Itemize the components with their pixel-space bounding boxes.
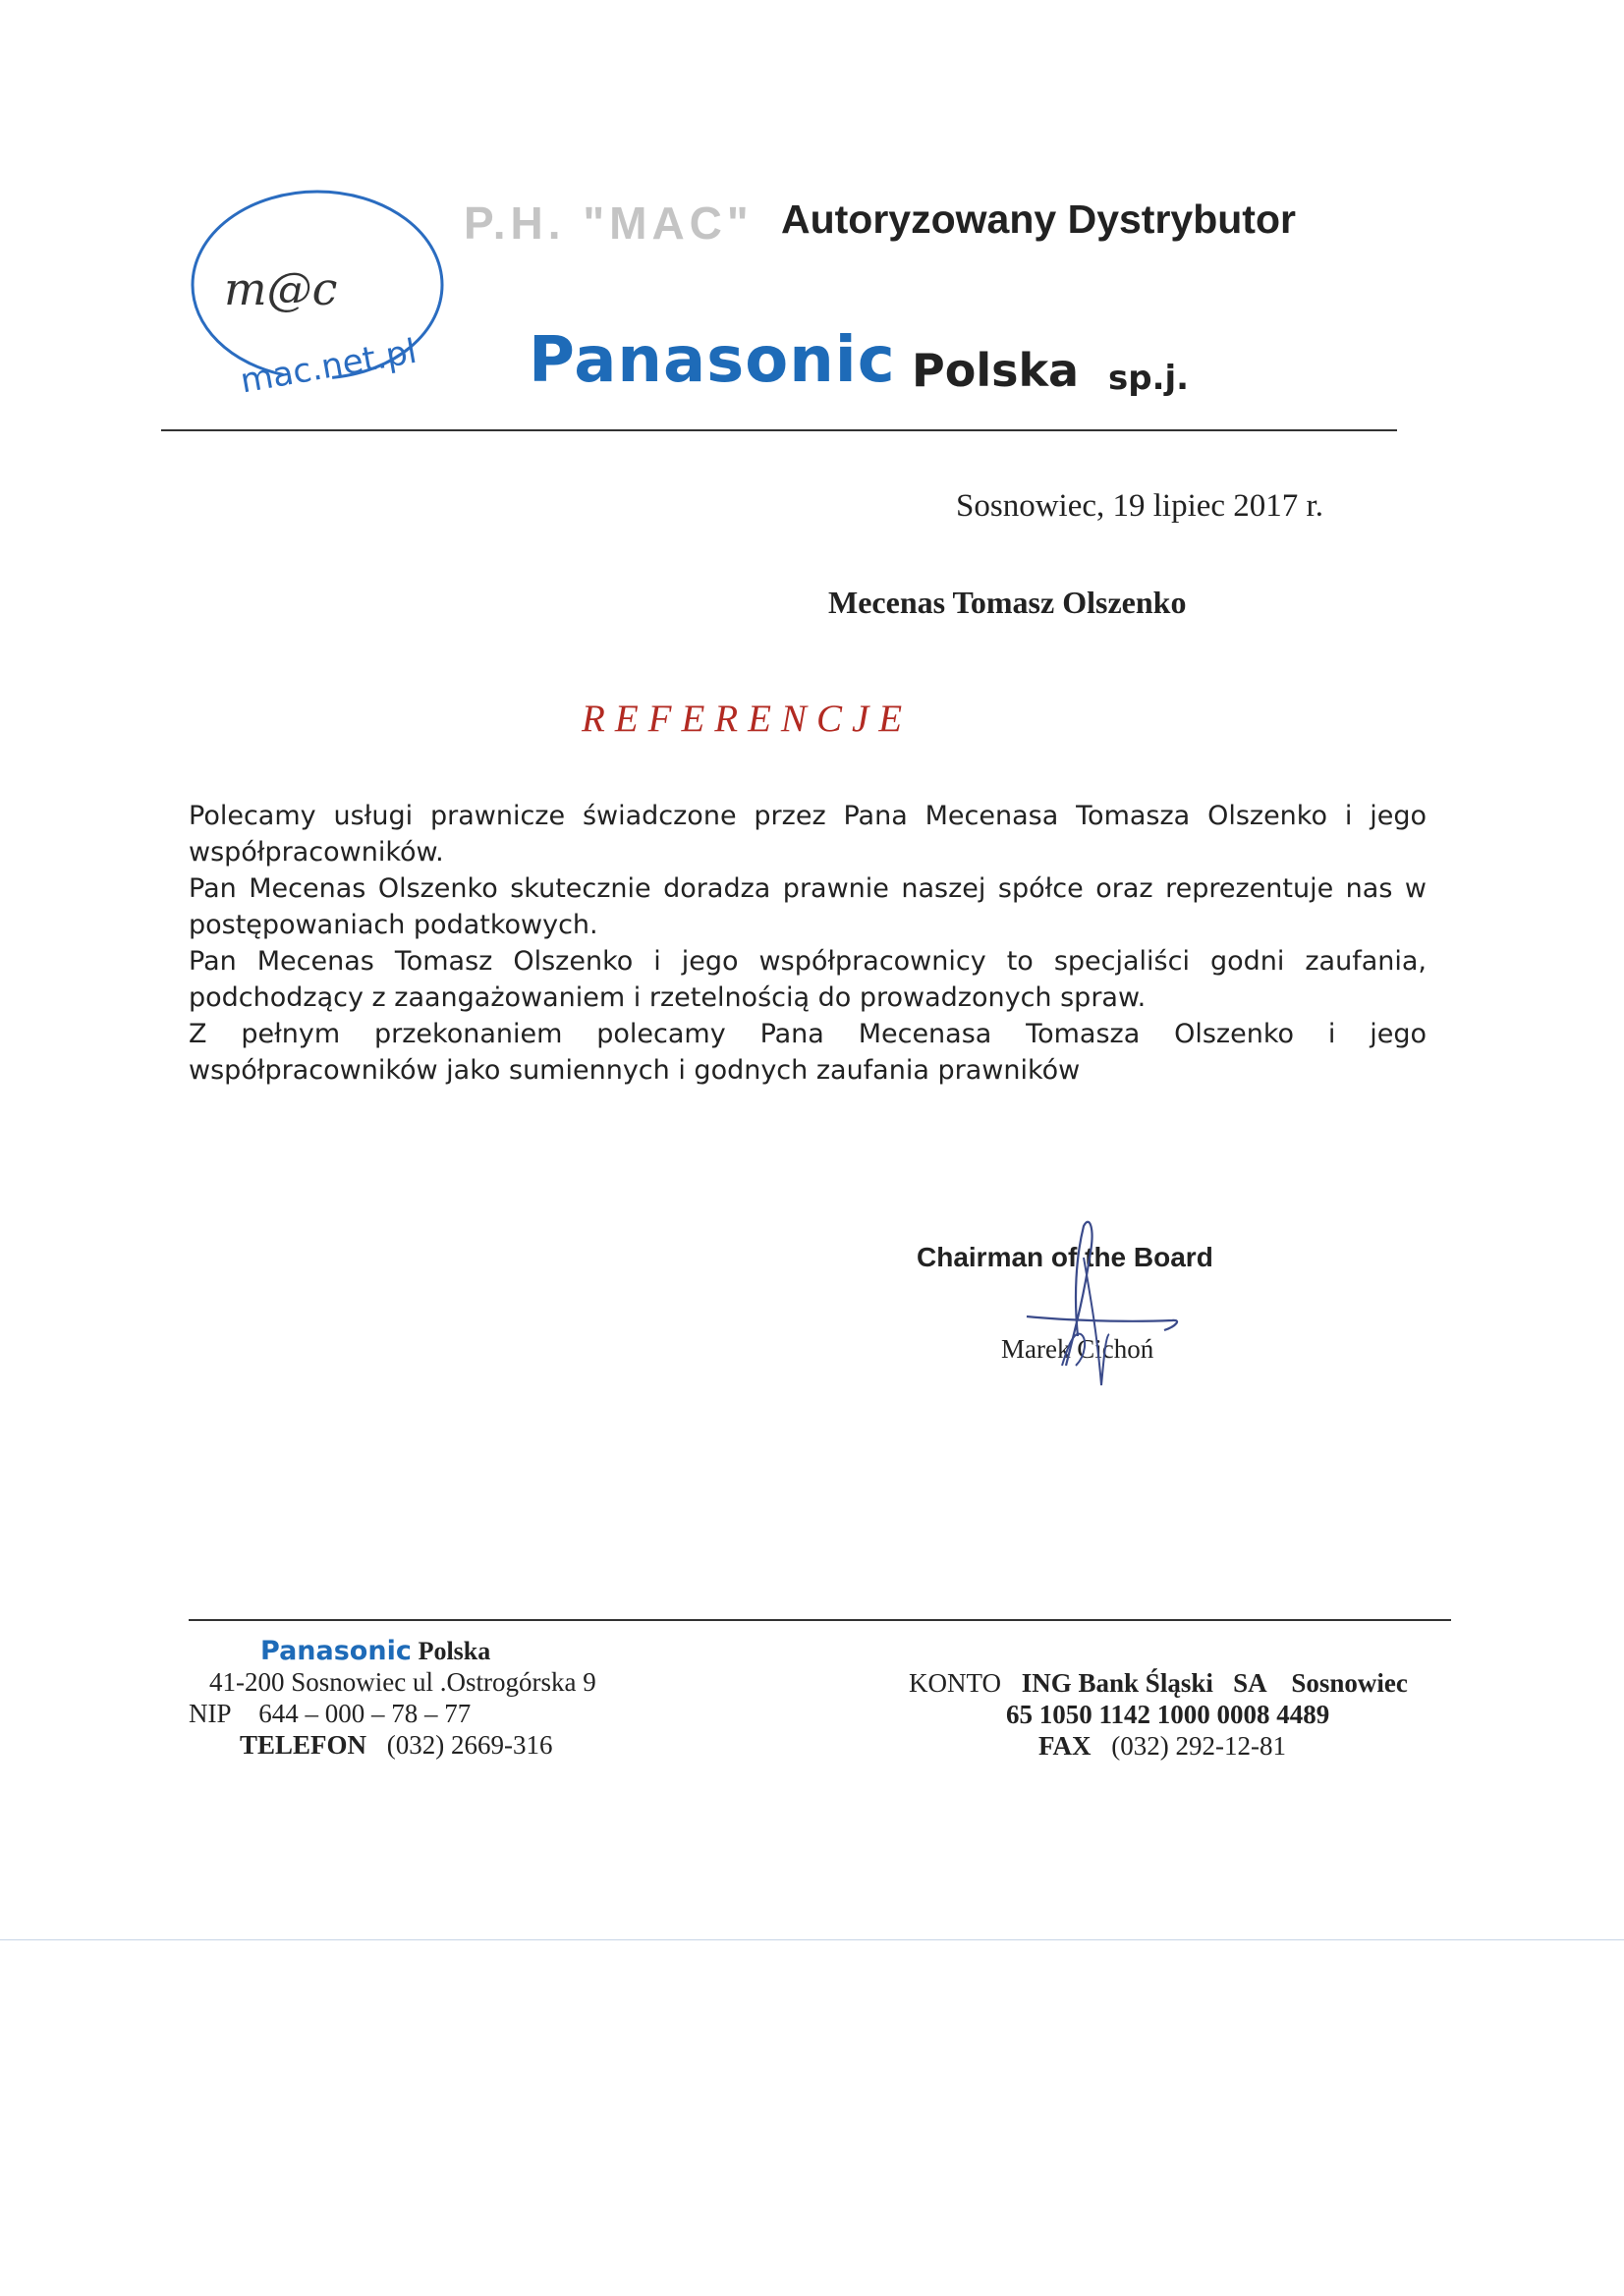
footer-company-info	[189, 1635, 778, 1761]
handwritten-signature	[1007, 1218, 1194, 1390]
fax-value: (032) 292-12-81	[1111, 1731, 1286, 1761]
footer-brand-line	[189, 1635, 778, 1666]
header-brand-suffix: Polska	[912, 344, 1080, 397]
footer-phone-line	[189, 1729, 778, 1761]
nip-label: NIP	[189, 1699, 231, 1728]
header-legal-form: sp.j.	[1108, 359, 1190, 398]
account-label: KONTO	[909, 1668, 1001, 1698]
header-brand: Panasonic	[529, 324, 896, 397]
footer-brand: Panasonic	[260, 1636, 412, 1666]
footer-divider	[189, 1619, 1451, 1621]
footer-fax-line	[909, 1730, 1459, 1762]
bank-name: ING Bank Śląski SA	[1021, 1668, 1267, 1698]
footer-address: 41-200 Sosnowiec ul .Ostrogórska 9	[209, 1667, 596, 1697]
body-paragraph: Z pełnym przekonaniem polecamy Pana Mecenasa Tomasza Olszenko i jego współpracowników jako sumiennych i godnych zaufania prawników	[189, 1019, 1427, 1086]
company-prefix: P.H. "MAC"	[464, 197, 754, 249]
phone-label: TELEFON	[240, 1730, 367, 1760]
date-line: Sosnowiec, 19 lipiec 2017 r.	[956, 488, 1323, 524]
fax-label: FAX	[1038, 1731, 1092, 1761]
company-role: Autoryzowany Dystrybutor	[781, 196, 1296, 242]
nip-value: 644 – 000 – 78 – 77	[258, 1699, 472, 1728]
bank-city: Sosnowiec	[1291, 1668, 1408, 1698]
body-paragraph: Pan Mecenas Tomasz Olszenko i jego współpracownicy to specjaliści godni zaufania, podchodzący z zaangażowaniem i rzetelnością do prowadzonych spraw.	[189, 946, 1427, 1013]
footer-brand-suffix: Polska	[418, 1637, 491, 1665]
signature-name: Marek Cichoń	[1001, 1334, 1154, 1364]
scan-edge-line	[0, 1939, 1624, 1940]
signature-title: Chairman of the Board	[917, 1242, 1213, 1272]
logo-text: m@c	[224, 262, 338, 315]
recipient: Mecenas Tomasz Olszenko	[828, 585, 1187, 620]
company-logo	[187, 182, 472, 403]
header-divider	[161, 429, 1397, 431]
letter-body	[189, 798, 1427, 1089]
footer-bank-info	[909, 1667, 1459, 1762]
logo-url: mac.net.pl	[237, 331, 420, 402]
footer-nip-line	[189, 1698, 778, 1729]
footer-bank-line	[909, 1667, 1459, 1699]
body-paragraph: Polecamy usługi prawnicze świadczone przez Pana Mecenasa Tomasza Olszenko i jego współpracowników.	[189, 801, 1427, 868]
phone-value: (032) 2669-316	[386, 1730, 553, 1760]
document-title: REFERENCJE	[582, 698, 913, 740]
body-paragraph: Pan Mecenas Olszenko skutecznie doradza prawnie naszej spółce oraz reprezentuje nas w postępowaniach podatkowych.	[189, 873, 1427, 940]
account-number: 65 1050 1142 1000 0008 4489	[1006, 1700, 1330, 1729]
